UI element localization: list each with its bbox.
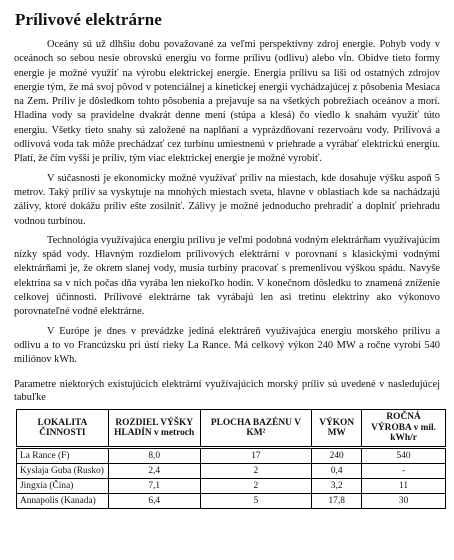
header-annual-production: ROČNÁ VÝROBA v mil. kWh/r xyxy=(362,410,446,448)
cell-location: La Rance (F) xyxy=(17,447,109,463)
cell-annual-production: - xyxy=(362,463,446,478)
header-location: LOKALITA ČINNOSTI xyxy=(17,410,109,448)
paragraph-technology: Technológia využívajúca energiu prílivu je veľmi podobná vodným elektrárňam využívajúcim nízky spád vody. Hlavným rozdielom prílivových elektrární v porovnaní s klasickými vodnými elektrárňami je, že okrem slanej vody, musia turbíny pracovať s premenlivou výškou spádu. Navyše elektrina sa v nich počas dňa vyrába len niekoľko hodín. V konečnom dôsledku to znamená zníženie celkovej účinnosti. Prílivové elektrárne tak vyrábajú len asi tretinu elektriny ako výkonovo porovnateľné vodné elektrárne. xyxy=(14,234,440,318)
cell-level-difference: 6,4 xyxy=(108,493,200,508)
cell-power: 240 xyxy=(312,447,362,463)
cell-power: 0,4 xyxy=(312,463,362,478)
table-row xyxy=(17,447,446,463)
table-intro: Parametre niektorých existujúcich elektrární využívajúcich morský príliv sú uvedené v nasledujúcej tabuľke xyxy=(14,378,440,403)
header-level-difference: ROZDIEL VÝŠKY HLADÍN v metroch xyxy=(108,410,200,448)
table-row xyxy=(17,493,446,508)
cell-level-difference: 2,4 xyxy=(108,463,200,478)
cell-power: 17,8 xyxy=(312,493,362,508)
paragraph-intro-oceans: Oceány sú už dlhšiu dobu považované za veľmi perspektívny zdroj energie. Pohyb vody v oceánoch so sebou nesie obrovskú energiu vo forme prílivu (odlivu) alebo vĺn. Obidve tieto formy energie je možné využiť na výrobu elektrickej energie. Energia prílivu sa líši od ostatných zdrojov energie tým, že má svoj pôvod v potenciálnej a kinetickej energii vychádzajúcej z pôsobenia Mesiaca na Zem. Príliv je dôsledkom tohto pôsobenia a prejavuje sa na všetkých pobrežiach oceánov a morí. Hladina vody sa pravidelne dvakrát denne mení (stúpa a klesá) čo viedlo k snahám využiť túto energiu. Všetky tieto snahy sú založené na naplňaní a vyprázdňovaní rezervoáru vody. Prílivová a odlivová voda tak môže prechádzať cez turbínu umiestnenú v priehrade a vyrábať elektrickú energiu. Platí, že čím vyšší je príliv, tým viac elektrickej energie je možné vyrobiť. xyxy=(14,39,440,165)
cell-location: Kyslaja Guba (Rusko) xyxy=(17,463,109,478)
cell-location: Jingxia (Čína) xyxy=(17,478,109,493)
table-header-row xyxy=(17,410,446,448)
cell-annual-production: 540 xyxy=(362,447,446,463)
header-power: VÝKON MW xyxy=(312,410,362,448)
document-title: Prílivové elektrárne xyxy=(15,10,162,29)
header-basin-area: PLOCHA BAZÉNU V KM² xyxy=(200,410,312,448)
cell-level-difference: 7,1 xyxy=(108,478,200,493)
cell-location: Annapolis (Kanada) xyxy=(17,493,109,508)
cell-level-difference: 8,0 xyxy=(108,447,200,463)
cell-annual-production: 11 xyxy=(362,478,446,493)
paragraph-europe: V Európe je dnes v prevádzke jediná elektráreň využívajúca energiu morského prílivu a odlivu a to vo Francúzsku pri ústí rieky La Rance. Má celkový výkon 240 MW a ročne vyrobí 540 miliónov kWh. xyxy=(14,325,440,366)
cell-basin-area: 5 xyxy=(200,493,312,508)
cell-basin-area: 2 xyxy=(200,478,312,493)
paragraph-economic-use: V súčasnosti je ekonomicky možné využívať príliv na miestach, kde dosahuje výšku aspoň 5 metrov. Taký príliv sa vyskytuje na mnohých miestach sveta, hlavne v oblastiach kde sa nachádzajú zálivy, ktoré dokážu príliv ešte zosilniť. Zálivy je možné jednoducho prehradiť a doplniť priehradu vodnou turbínou. xyxy=(14,172,440,227)
table-row xyxy=(17,463,446,478)
table-row xyxy=(17,478,446,493)
tidal-plants-table xyxy=(16,409,446,509)
cell-basin-area: 17 xyxy=(200,447,312,463)
cell-basin-area: 2 xyxy=(200,463,312,478)
cell-power: 3,2 xyxy=(312,478,362,493)
cell-annual-production: 30 xyxy=(362,493,446,508)
